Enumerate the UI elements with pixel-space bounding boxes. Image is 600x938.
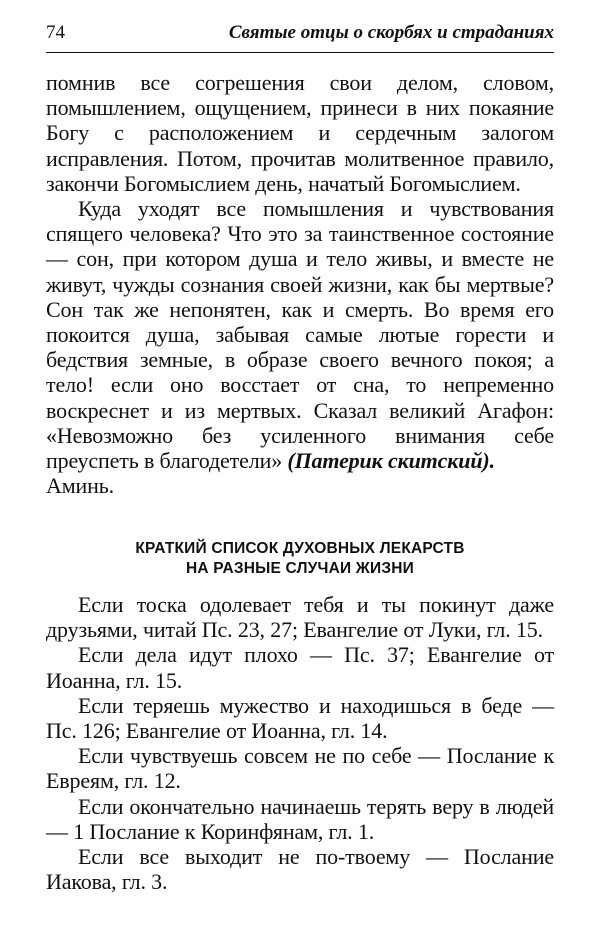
section-heading-line-1: КРАТКИЙ СПИСОК ДУХОВНЫХ ЛЕКАРСТВ <box>135 540 465 557</box>
header-rule <box>46 52 554 53</box>
running-head <box>46 18 554 48</box>
list-item: Если тоска одолевает тебя и ты покинут даже друзьями, читай Пс. 23, 27; Евангелие от Луки, гл. 15. <box>46 592 554 643</box>
page-number: 74 <box>46 22 65 43</box>
paragraph-sleep <box>46 196 554 498</box>
section-heading-line-2: НА РАЗНЫЕ СЛУЧАИ ЖИЗНИ <box>185 560 415 577</box>
list-item: Если теряешь мужество и находишься в беде — Пс. 126; Евангелие от Иоанна, гл. 14. <box>46 692 554 744</box>
running-title: Святые отцы о скорбях и страданиях <box>228 22 554 43</box>
list-item: Если дела идут плохо — Пс. 37; Евангелие от Иоанна, гл. 15. <box>46 642 554 693</box>
list-item: Если окончательно начинаешь терять веру в людей — 1 Послание к Коринфянам, гл. 1. <box>46 793 554 844</box>
list-item: Если все выходит не по-твоему — Послание Иакова, гл. 3. <box>46 844 554 895</box>
paragraph-continuation: помнив все согрешения свои делом, словом, помышлением, ощущением, принеси в них покаяние Богу с расположением и сердечным залогом исправления. Потом, прочитав молитвенное правило, закончи Богомыслием день, начатый Богомыслием. <box>46 70 554 196</box>
top-text-block <box>46 70 554 498</box>
citation-paterik: (Патерик скитский). <box>287 448 495 474</box>
paragraph-amen: Аминь. <box>46 473 114 499</box>
list-item: Если чувствуешь совсем не по себе — Послание к Евреям, гл. 12. <box>46 743 554 794</box>
paragraph-sleep-text: Куда уходят все помышления и чувствования спящего человека? Что это за таинственное состояние — сон, при котором душа и тело живы, и вместе не живут, чужды сознания своей жизни, как бы мертвые? Сон так же непонятен, как и смерть. Во время его покоится душа, забывая самые лютые горести и бедствия земные, в образе своего вечного покоя; а тело! если оно восстает от сна, то непременно воскреснет и из мертвых. Сказал великий Агафон: «Невозможно без усиленного внимания себе преуспеть в благодетели» <box>46 196 554 474</box>
remedies-list <box>46 592 554 894</box>
section-heading <box>46 539 554 579</box>
